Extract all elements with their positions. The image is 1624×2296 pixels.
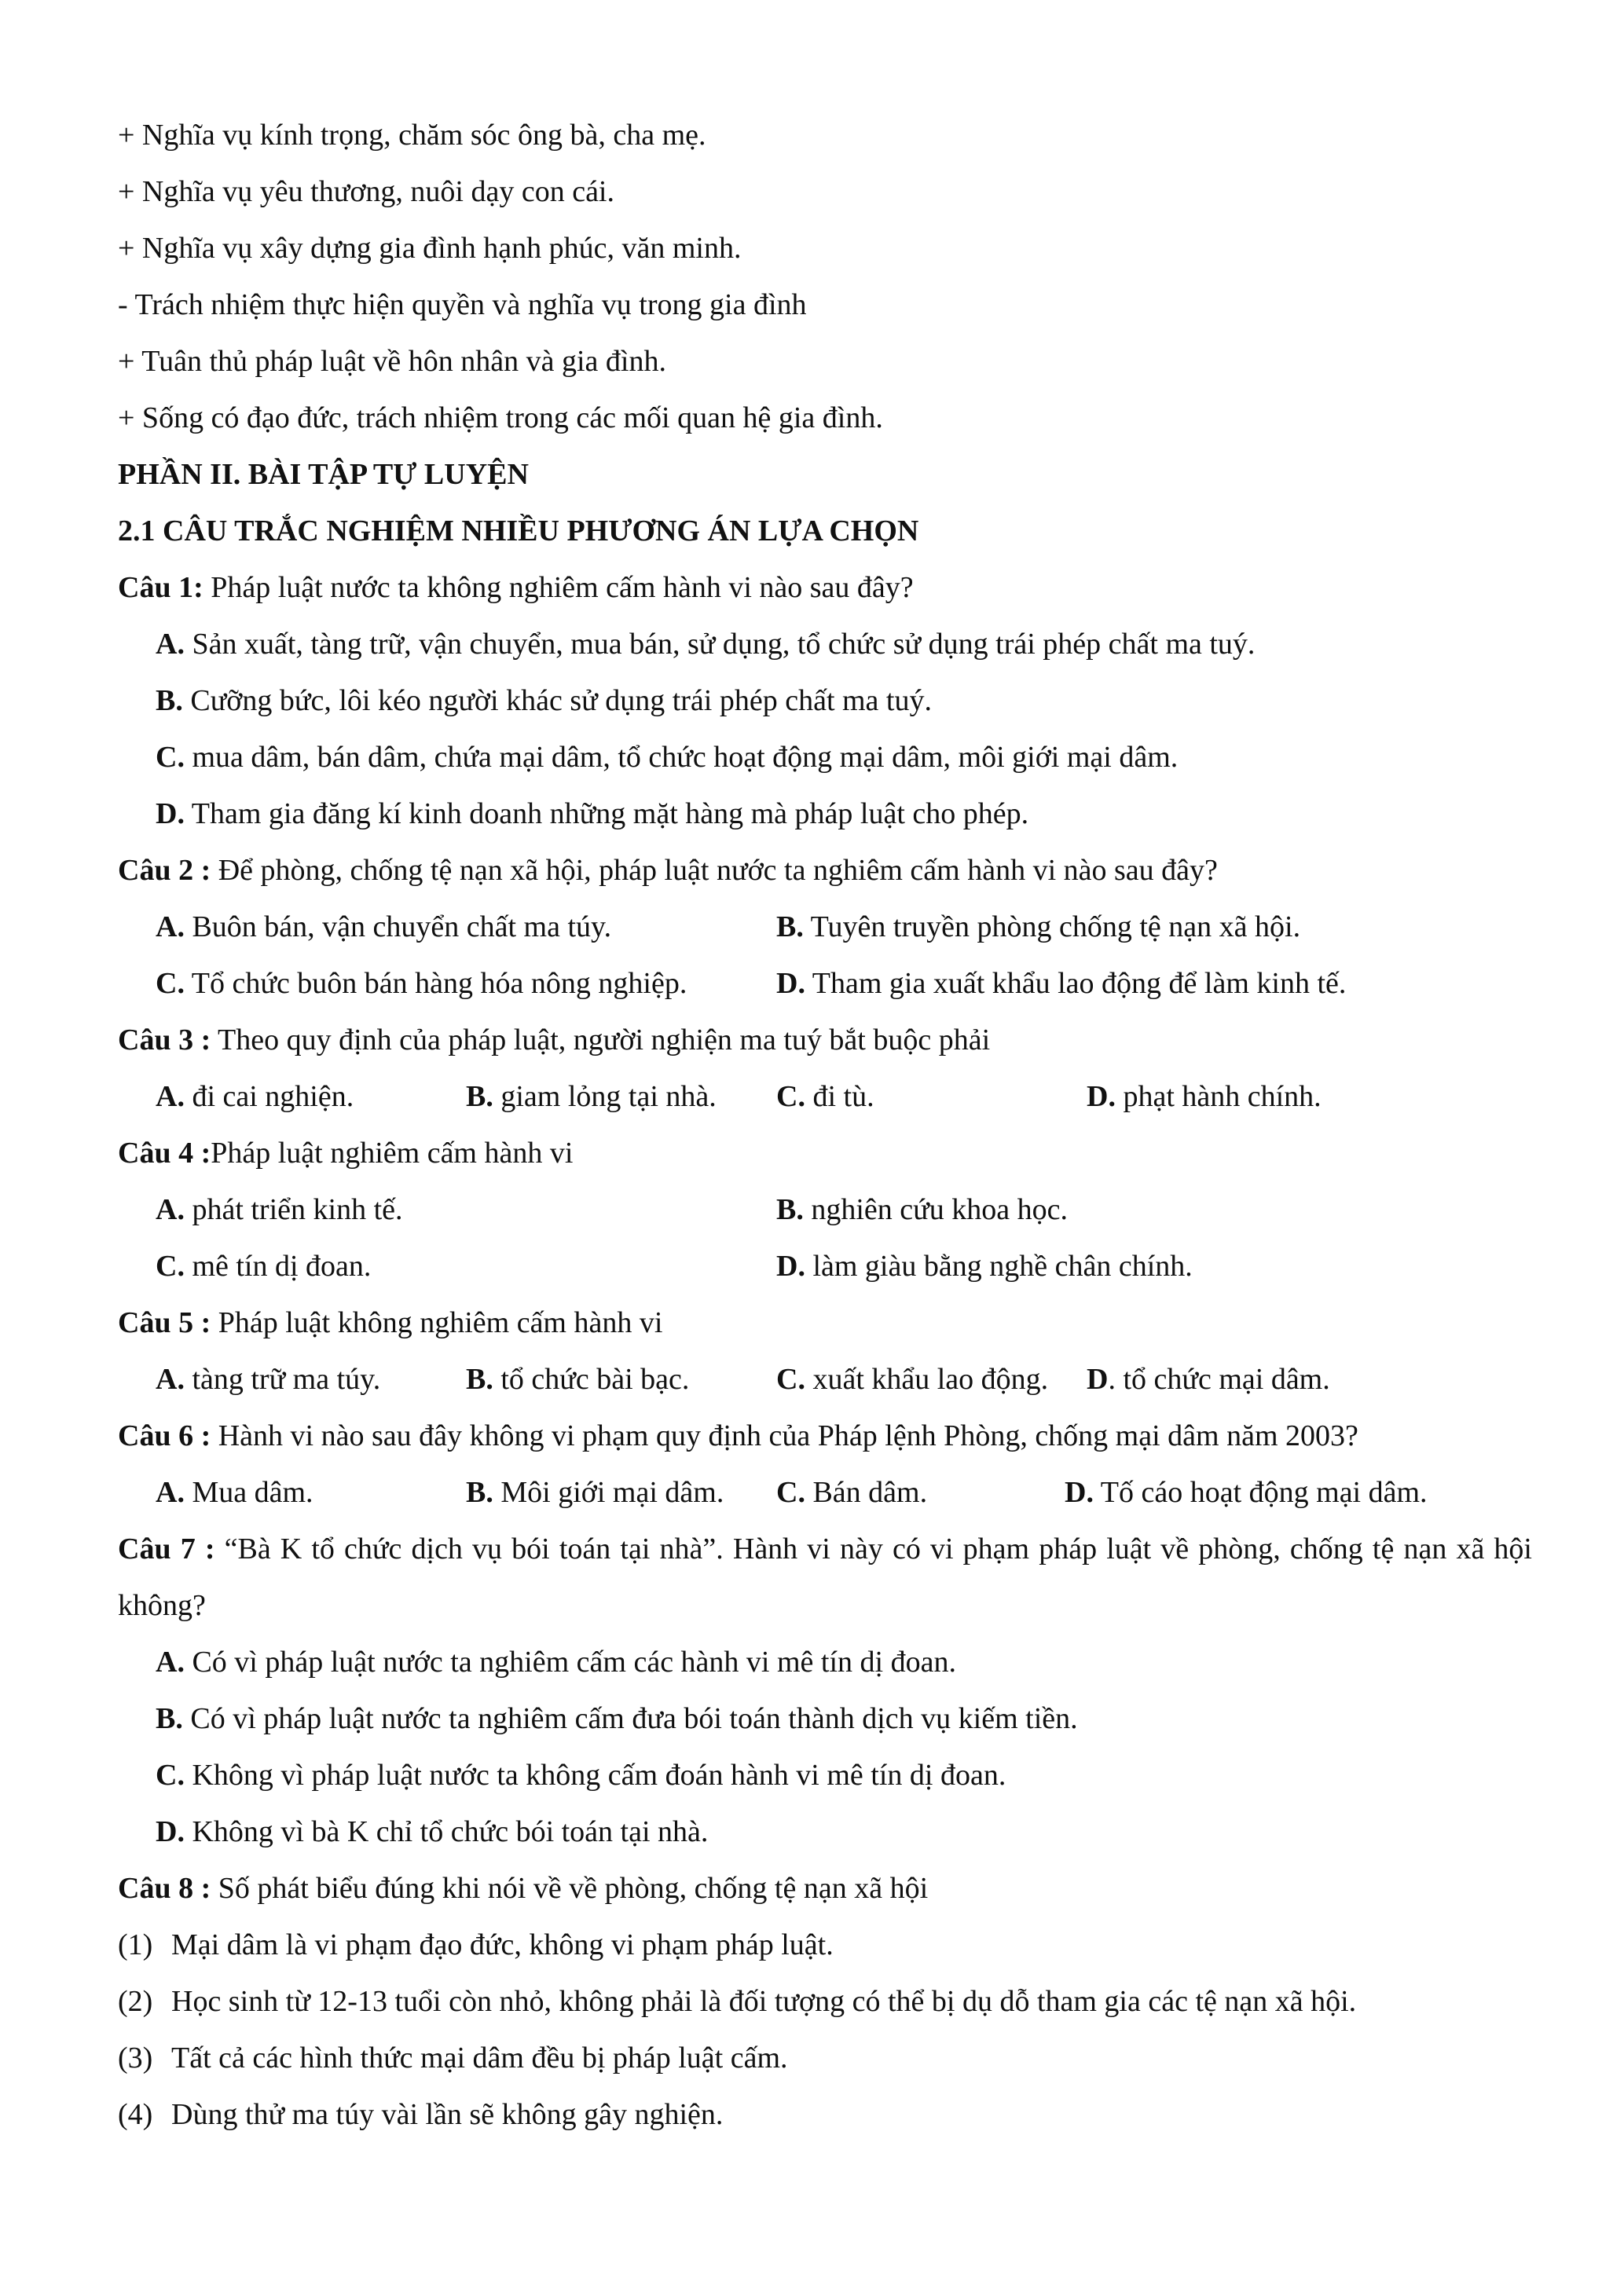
question-text: Pháp luật nghiêm cấm hành vi [211, 1137, 574, 1170]
intro-line-4: - Trách nhiệm thực hiện quyền và nghĩa vụ trong gia đình [118, 288, 807, 321]
q7-option-a [118, 1634, 1532, 1690]
option-text: đi tù. [805, 1080, 874, 1113]
option-text: Có vì pháp luật nước ta nghiêm cấm đưa bói toán thành dịch vụ kiếm tiền. [182, 1702, 1078, 1735]
subsection-title: 2.1 CÂU TRẮC NGHIỆM NHIỀU PHƯƠNG ÁN LỰA CHỌN [118, 514, 919, 547]
option-letter: D. [156, 1815, 185, 1848]
q6-option-c [776, 1464, 927, 1521]
q6-option-a [156, 1464, 313, 1521]
question-3 [118, 1012, 1532, 1068]
option-letter: D. [776, 967, 805, 1000]
q1-option-b [118, 672, 1532, 729]
q8-statement-4 [118, 2086, 1532, 2143]
option-text: Có vì pháp luật nước ta nghiêm cấm các hành vi mê tín dị đoan. [184, 1646, 956, 1679]
question-label: Câu 6 : [118, 1419, 211, 1452]
question-text: Để phòng, chống tệ nạn xã hội, pháp luật nước ta nghiêm cấm hành vi nào sau đây? [211, 854, 1218, 887]
q8-statement-3 [118, 2030, 1532, 2086]
statement-text: Mại dâm là vi phạm đạo đức, không vi phạm pháp luật. [171, 1928, 834, 1961]
option-text: Không vì bà K chỉ tổ chức bói toán tại nhà. [184, 1815, 709, 1848]
statement-text: Học sinh từ 12-13 tuổi còn nhỏ, không phải là đối tượng có thể bị dụ dỗ tham gia các tệ nạn xã hội. [171, 1985, 1357, 2018]
q7-option-c [118, 1747, 1532, 1803]
option-text: Cưỡng bức, lôi kéo người khác sử dụng trái phép chất ma tuý. [182, 684, 932, 717]
question-label: Câu 4 : [118, 1137, 211, 1170]
option-letter: B. [156, 684, 183, 717]
q4-option-b [776, 1181, 1068, 1238]
option-letter: C. [156, 1759, 185, 1792]
option-letter: B. [466, 1363, 493, 1396]
q2-option-c [156, 955, 687, 1012]
option-letter: C. [776, 1476, 805, 1509]
option-text: Không vì pháp luật nước ta không cấm đoán hành vi mê tín dị đoan. [184, 1759, 1006, 1792]
question-label: Câu 3 : [118, 1023, 211, 1056]
option-letter: B. [776, 910, 804, 943]
option-text: Tố cáo hoạt động mại dâm. [1093, 1476, 1428, 1509]
option-letter: A. [156, 1363, 185, 1396]
q5-option-c [776, 1351, 1048, 1408]
statement-text: Tất cả các hình thức mại dâm đều bị pháp luật cấm. [171, 2041, 788, 2074]
q7-option-d [118, 1803, 1532, 1860]
question-label: Câu 1: [118, 571, 203, 604]
q4-option-c [156, 1238, 371, 1294]
q2-options-row-2 [118, 955, 1532, 1012]
option-text: phạt hành chính. [1115, 1080, 1322, 1113]
option-text: xuất khẩu lao động. [805, 1363, 1049, 1396]
question-label: Câu 2 : [118, 854, 211, 887]
question-label: Câu 5 : [118, 1306, 211, 1339]
statement-number: (3) [118, 2041, 153, 2074]
option-letter: B. [466, 1080, 493, 1113]
option-letter: D. [1087, 1080, 1116, 1113]
option-text: Sản xuất, tàng trữ, vận chuyển, mua bán, sử dụng, tổ chức sử dụng trái phép chất ma tuý. [184, 628, 1256, 661]
option-text: tổ chức bài bạc. [493, 1363, 690, 1396]
question-label: Câu 8 : [118, 1872, 211, 1905]
q5-option-b [466, 1351, 689, 1408]
option-text: Mua dâm. [184, 1476, 313, 1509]
q1-option-c [118, 729, 1532, 785]
question-label: Câu 7 : [118, 1532, 215, 1565]
q1-option-a [118, 616, 1532, 672]
option-text: Tổ chức buôn bán hàng hóa nông nghiệp. [184, 967, 687, 1000]
option-text: Bán dâm. [805, 1476, 928, 1509]
q2-option-d [776, 955, 1346, 1012]
question-text: Pháp luật không nghiêm cấm hành vi [211, 1306, 663, 1339]
question-text: Theo quy định của pháp luật, người nghiện ma tuý bắt buộc phải [211, 1023, 991, 1056]
q3-option-d [1087, 1068, 1322, 1125]
option-letter: C. [156, 741, 185, 774]
option-letter: D. [1065, 1476, 1094, 1509]
q4-options-row-1 [118, 1181, 1532, 1238]
option-letter: A. [156, 1080, 185, 1113]
q3-option-b [466, 1068, 717, 1125]
q5-option-a [156, 1351, 380, 1408]
option-text: tàng trữ ma túy. [184, 1363, 381, 1396]
option-text: Buôn bán, vận chuyển chất ma túy. [184, 910, 612, 943]
q4-option-d [776, 1238, 1193, 1294]
option-text: Tham gia xuất khẩu lao động để làm kinh tế. [805, 967, 1347, 1000]
option-letter: B. [156, 1702, 183, 1735]
q5-options-row [118, 1351, 1532, 1408]
option-text: Tham gia đăng kí kinh doanh những mặt hàng mà pháp luật cho phép. [184, 797, 1029, 830]
question-text: Hành vi nào sau đây không vi phạm quy định của Pháp lệnh Phòng, chống mại dâm năm 2003? [211, 1419, 1358, 1452]
statement-number: (1) [118, 1928, 153, 1961]
q6-options-row [118, 1464, 1532, 1521]
q1-option-d [118, 785, 1532, 842]
option-text: Môi giới mại dâm. [493, 1476, 724, 1509]
question-2 [118, 842, 1532, 899]
q2-option-b [776, 899, 1300, 955]
option-letter: C. [156, 1250, 185, 1283]
option-letter: B. [776, 1193, 804, 1226]
question-text: Số phát biểu đúng khi nói về về phòng, chống tệ nạn xã hội [211, 1872, 929, 1905]
option-text: . tổ chức mại dâm. [1108, 1363, 1330, 1396]
q4-option-a [156, 1181, 403, 1238]
option-letter: C. [776, 1363, 805, 1396]
option-letter: C. [156, 967, 185, 1000]
option-letter: A. [156, 1646, 185, 1679]
option-text: nghiên cứu khoa học. [803, 1193, 1068, 1226]
q4-options-row-2 [118, 1238, 1532, 1294]
question-1 [118, 559, 1532, 616]
q3-options-row [118, 1068, 1532, 1125]
option-letter: A. [156, 910, 185, 943]
option-text: đi cai nghiện. [184, 1080, 354, 1113]
question-7 [118, 1521, 1532, 1634]
q8-statement-1 [118, 1917, 1532, 1973]
q7-option-b [118, 1690, 1532, 1747]
option-text: làm giàu bằng nghề chân chính. [805, 1250, 1193, 1283]
q5-option-d [1087, 1351, 1330, 1408]
question-text: “Bà K tổ chức dịch vụ bói toán tại nhà”. Hành vi này có vi phạm pháp luật về phòng, chống tệ nạn xã hội không? [118, 1532, 1532, 1622]
option-letter: C. [776, 1080, 805, 1113]
option-letter: B. [466, 1476, 493, 1509]
question-text: Pháp luật nước ta không nghiêm cấm hành vi nào sau đây? [203, 571, 914, 604]
option-letter: A. [156, 1193, 185, 1226]
q3-option-a [156, 1068, 354, 1125]
statement-number: (2) [118, 1985, 153, 2018]
option-text: phát triển kinh tế. [184, 1193, 403, 1226]
option-text: Tuyên truyền phòng chống tệ nạn xã hội. [803, 910, 1301, 943]
intro-line-6: + Sống có đạo đức, trách nhiệm trong các mối quan hệ gia đình. [118, 401, 883, 434]
question-6 [118, 1408, 1532, 1464]
q6-option-d [1065, 1464, 1428, 1521]
statement-text: Dùng thử ma túy vài lần sẽ không gây nghiện. [171, 2098, 724, 2131]
section-title: PHẦN II. BÀI TẬP TỰ LUYỆN [118, 458, 529, 491]
statement-number: (4) [118, 2098, 153, 2131]
q3-option-c [776, 1068, 874, 1125]
question-4 [118, 1125, 1532, 1181]
option-text: mua dâm, bán dâm, chứa mại dâm, tổ chức hoạt động mại dâm, môi giới mại dâm. [184, 741, 1179, 774]
q2-option-a [156, 899, 611, 955]
intro-line-2: + Nghĩa vụ yêu thương, nuôi dạy con cái. [118, 175, 614, 208]
intro-line-1: + Nghĩa vụ kính trọng, chăm sóc ông bà, cha mẹ. [118, 119, 706, 152]
option-text: mê tín dị đoan. [184, 1250, 372, 1283]
option-letter: A. [156, 628, 185, 661]
question-8 [118, 1860, 1532, 1917]
option-text: giam lỏng tại nhà. [493, 1080, 717, 1113]
intro-line-3: + Nghĩa vụ xây dựng gia đình hạnh phúc, văn minh. [118, 232, 742, 265]
q8-statement-2 [118, 1973, 1532, 2030]
option-letter: A. [156, 1476, 185, 1509]
q2-options-row-1 [118, 899, 1532, 955]
q6-option-b [466, 1464, 724, 1521]
option-letter: D [1087, 1363, 1109, 1396]
option-letter: D. [776, 1250, 805, 1283]
document-page [118, 107, 1532, 2143]
option-letter: D. [156, 797, 185, 830]
question-5 [118, 1294, 1532, 1351]
intro-line-5: + Tuân thủ pháp luật về hôn nhân và gia đình. [118, 345, 666, 378]
